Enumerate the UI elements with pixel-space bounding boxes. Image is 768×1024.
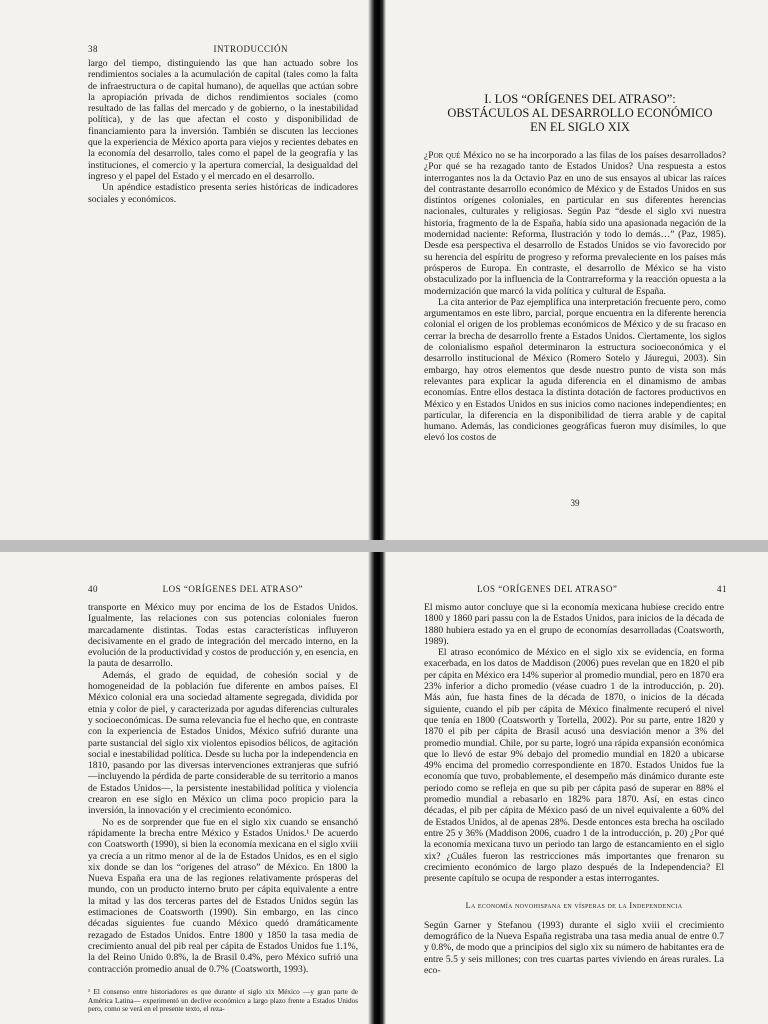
page-number: 39: [570, 498, 580, 508]
chapter-title: [430, 92, 730, 134]
paragraph: Un apéndice estadístico presenta series históricas de indicadores sociales y económicos.: [88, 182, 358, 205]
running-head-title: INTRODUCCIÓN: [213, 44, 288, 54]
body-text: [88, 58, 358, 205]
paragraph: El mismo autor concluye que si la economía mexicana hubiese crecido entre 1800 y 1860 pari passu con la de Estados Unidos, para inicios de la década de 1880 hubiera estado ya en el grupo de economías desarrolladas (Coatsworth, 1989).: [424, 602, 724, 647]
page-number: 38: [88, 44, 98, 54]
body-text: [424, 150, 726, 444]
paragraph: La cita anterior de Paz ejemplifica una interpretación frecuente pero, como argumentamos en este libro, parcial, porque encuentra en la diferente herencia colonial el origen de los problemas económicos de México y de su fracaso en cerrar la brecha de desarrollo frente a Estados Unidos. Ciertamente, los siglos de colonialismo español determinaron la estructura socioeconómica y el desarrollo institucional de México (Romero Sotelo y Jáuregui, 2003). Sin embargo, hay otros elementos que desde nuestro punto de vista son más relevantes para explicar la aguda diferencia en el dinamismo de ambas economías. Entre ellos destaca la distinta dotación de factores productivos en México y en Estados Unidos en sus inicios como naciones independientes; en particular, la diferencia en la disponibilidad de tierra arable y de capital humano. Además, las condiciones geográficas fueron muy disímiles, lo que elevó los costos de: [424, 296, 726, 444]
running-head-title: LOS “ORÍGENES DEL ATRASO”: [162, 584, 303, 594]
paragraph: transporte en México muy por encima de los de Estados Unidos. Igualmente, las relaciones con sus potencias coloniales fueron marcadamente distintas. Todas estas características influyeron decisivamente en el grado de integración del mercado interno, en la evolución de la productividad y costos de producción y, en esencia, en la pauta de desarrollo.: [88, 602, 358, 670]
paragraph: Según Garner y Stefanou (1993) durante el siglo xviii el crecimiento demográfico de la Nueva España registraba una tasa media anual de entre 0.7 y 0.8%, de modo que a principios del siglo xix su número de habitantes era de entre 5.5 y seis millones; con tres cuartas partes viviendo en áreas rurales. La eco-: [424, 919, 724, 976]
paragraph: El atraso económico de México en el siglo xix se evidencia, en forma exacerbada, en los datos de Maddison (2006) pues revelan que en 1820 el pib per cápita en México era 14% superior al promedio mundial, pero en 1870 era 23% inferior a dicho promedio (véase cuadro 1 de la introducción, p. 20). Más aún, fue hasta fines de la década de 1870, o inicios de la década siguiente, cuando el pib per cápita de México finalmente recuperó el nivel que tenía en 1800 (Coatsworth y Tortella, 2002). Por su parte, entre 1820 y 1870 el pib per cápita de Brasil acusó una desviación menor a 3% del promedio mundial. Chile, por su parte, logró una rápida expansión económica que lo llevó de estar 9% debajo del promedio mundial en 1820 a ubicarse 49% encima del promedio correspondiente en 1870. Estados Unidos fue la economía que tuvo, probablemente, el desempeño más dinámico durante este periodo como se refleja en que su pib per cápita pasó de superar en 88% el promedio mundial a rebasarlo en 182% para 1870. Así, en estas cinco décadas, el pib per cápita de México pasó de un nivel equivalente a 60% del de Estados Unidos, al de apenas 28%. Desde entonces esta brecha ha oscilado entre 25 y 36% (Maddison 2006, cuadro 1 de la introducción, p. 20) ¿Por qué la economía mexicana tuvo un periodo tan largo de estancamiento en el siglo xix? ¿Cuáles fueron las restricciones más importantes que frenaron su crecimiento económico de largo plazo después de la Independencia? El presente capítulo se ocupa de responder a estas interrogantes.: [424, 647, 724, 885]
page-38: [0, 0, 372, 540]
running-head: [88, 584, 303, 594]
running-head: [88, 44, 288, 54]
footnote: ¹ El consenso entre historiadores es que durante el siglo xix México —y gran parte de América Latina— experimentó un declive económico a largo plazo frente a Estados Unidos pero, como se verá en el presente texto, el reza-: [88, 988, 358, 1014]
opening-words: ¿Por qué: [424, 150, 461, 161]
page-40: [0, 552, 372, 1024]
page-number: 41: [717, 584, 727, 594]
paragraph: [424, 150, 726, 297]
running-head-title: LOS “ORÍGENES DEL ATRASO”: [477, 584, 618, 594]
running-head: [477, 584, 727, 594]
page-41: [382, 552, 768, 1024]
book-spine-shadow: [368, 552, 386, 1024]
paragraph: Además, el grado de equidad, de cohesión social y de homogeneidad de la población fue diferente en ambos países. El México colonial era una sociedad altamente segregada, dividida por etnia y color de piel, y caracterizada por agudas diferencias culturales y socioeconómicas. De suma relevancia fue el hecho que, en contraste con la experiencia de Estados Unidos, México sufrió durante una parte sustancial del siglo xix violentos episodios bélicos, de agitación social e inestabilidad política. Desde su lucha por la independencia en 1810, pasando por las diversas intervenciones extranjeras que sufrió —incluyendo la pérdida de parte considerable de su territorio a manos de Estados Unidos—, la persistente inestabilidad política y violencia crearon en ese siglo en México un clima poco propicio para la inversión, la innovación y el crecimiento económico.: [88, 669, 358, 817]
chapter-title-line: I. LOS “ORÍGENES DEL ATRASO”:: [484, 92, 676, 106]
page-gap: [0, 540, 768, 552]
chapter-title-line: EN EL SIGLO XIX: [530, 120, 630, 134]
section-heading: La economía novohispana en vísperas de la Independencia: [465, 901, 683, 911]
page-number: 40: [88, 584, 98, 594]
body-text: [88, 602, 358, 975]
chapter-title-line: OBSTÁCULOS AL DESARROLLO ECONÓMICO: [447, 106, 713, 120]
paragraph: largo del tiempo, distinguiendo las que han actuado sobre los rendimientos sociales a la acumulación de capital (tales como la falta de infraestructura o de capital humano), de aquellas que actúan sobre la apropiación privada de dichos rendimientos sociales (como resultado de las fallas del mercado y de gobierno, o la inestabilidad política), y de las que afectan el costo y disponibilidad de financiamiento para la inversión. También se discuten las lecciones que la experiencia de México aporta para viejos y recientes debates en la economía del desarrollo, tales como el papel de la geografía y las instituciones, el comercio y la apertura comercial, la desigualdad del ingreso y el papel del Estado y el mercado en el desarrollo.: [88, 58, 358, 182]
book-spine-shadow: [368, 0, 386, 540]
paragraph-rest: México no se ha incorporado a las filas de los países desarrollados? ¿Por qué se ha rezagado tanto de Estados Unidos? Una respuesta a estos interrogantes nos la da Octavio Paz en uno de sus ensayos al ubicar las raíces del contrastante desarrollo económico de México y de Estados Unidos en sus distintos orígenes coloniales, en particular en sus diferentes herencias nacionales, culturales y religiosas. Según Paz “desde el siglo xvi nuestra historia, fragmento de la de España, había sido una apasionada negación de la modernidad naciente: Reforma, Ilustración y todo lo demás…” (Paz, 1985). Desde esa perspectiva el desarrollo de Estados Unidos se vio favorecido por su herencia del espíritu de progreso y reforma prevaleciente en los países más prósperos de Europa. En contraste, el desarrollo de México se ha visto obstaculizado por la influencia de la Contrarreforma y la reacción opuesta a la modernización que marcó la vida política y cultural de España.: [424, 150, 726, 297]
paragraph: No es de sorprender que fue en el siglo xix cuando se ensanchó rápidamente la brecha entre México y Estados Unidos.¹ De acuerdo con Coatsworth (1990), si bien la economía mexicana en el siglo xviii ya crecía a un ritmo menor al de la de Estados Unidos, es en el siglo xix donde se dan los “orígenes del atraso” de México. En 1800 la Nueva España era una de las regiones relativamente prósperas del mundo, con un producto interno bruto per cápita equivalente a entre la mitad y las dos terceras partes del de Estados Unidos según las estimaciones de Coatsworth (1990). Sin embargo, en las cinco décadas siguientes fue cuando México quedó dramáticamente rezagado de Estados Unidos. Entre 1800 y 1850 la tasa media de crecimiento anual del pib real per cápita de Estados Unidos fue 1.1%, la del Reino Unido 0.8%, la de Brasil 0.4%, pero México sufrió una contracción promedio anual de 0.7% (Coatsworth, 1993).: [88, 816, 358, 975]
page-39: [382, 0, 768, 540]
body-text: [424, 602, 724, 976]
